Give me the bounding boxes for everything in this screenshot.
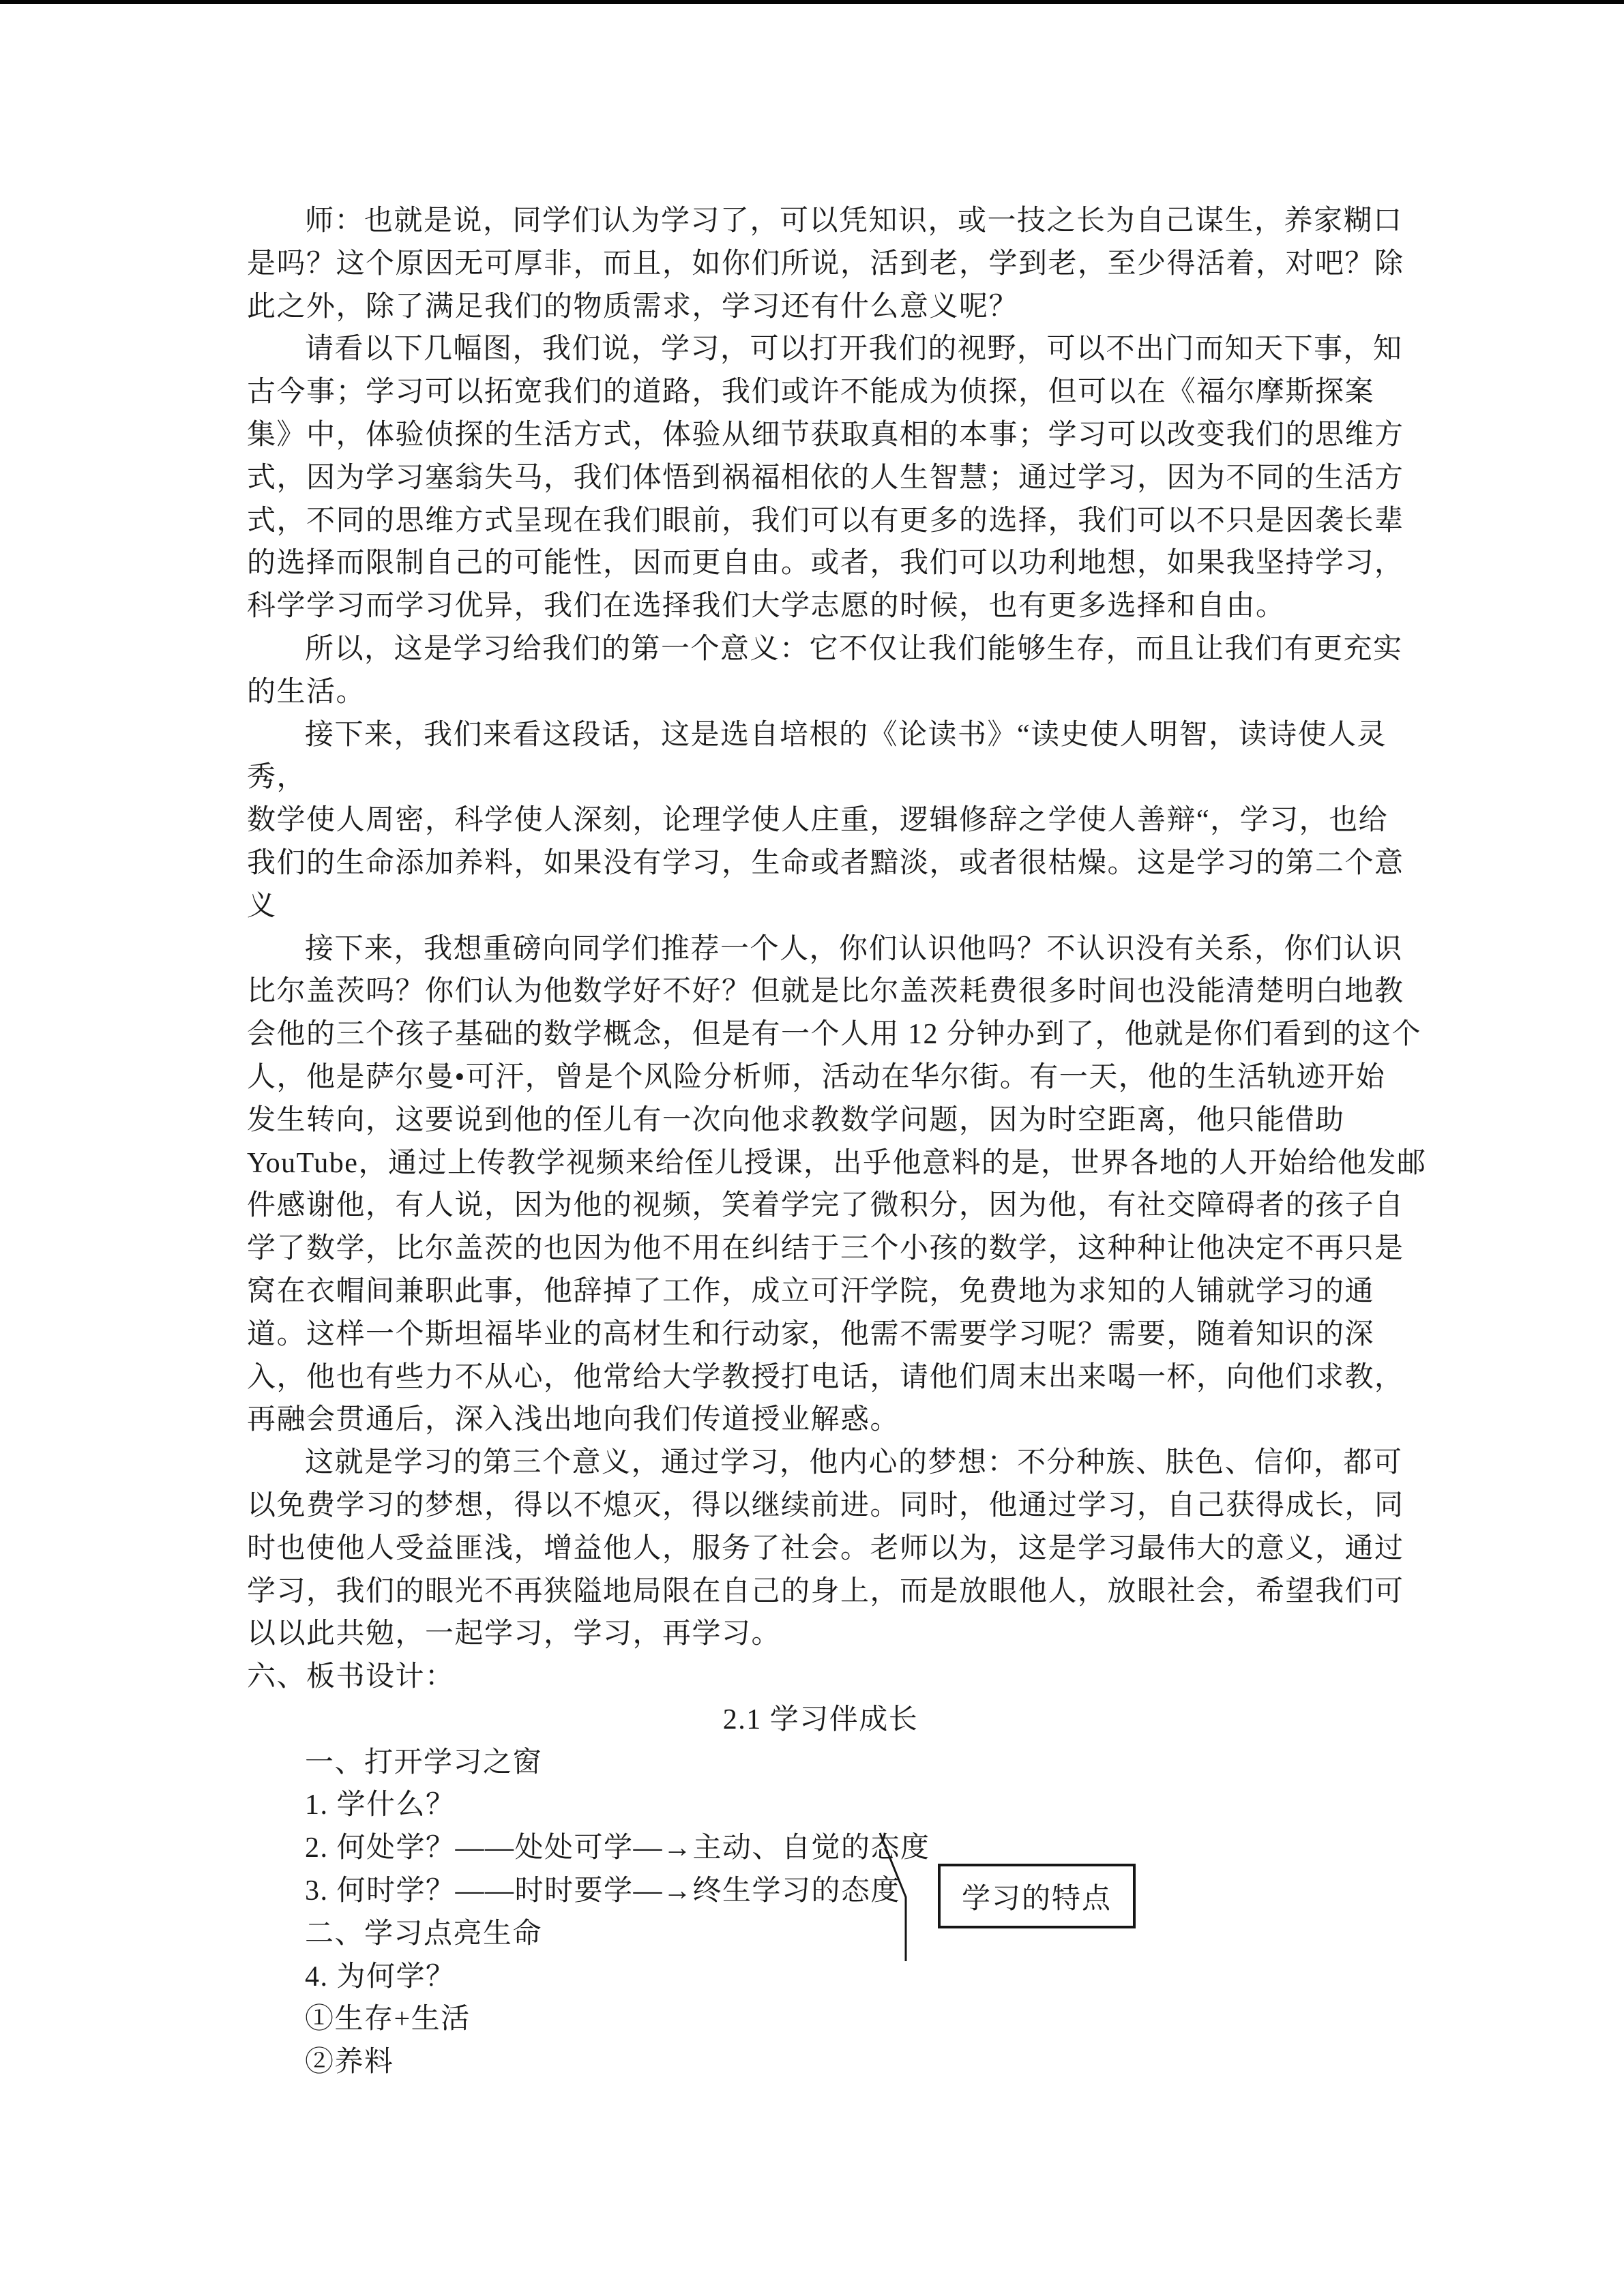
text-line: 义 bbox=[247, 890, 277, 922]
text-line: 这就是学习的第三个意义，通过学习，他内心的梦想：不分种族、肤色、信仰，都可 bbox=[305, 1447, 1403, 1479]
diagram-box-learning-traits bbox=[938, 1864, 1136, 1928]
diagram-box-label: 学习的特点 bbox=[961, 1883, 1112, 1915]
text-line: 二、学习点亮生命 bbox=[305, 1918, 543, 1950]
document-body bbox=[247, 200, 1427, 2084]
text-line: 再融会贯通后，深入浅出地向我们传道授业解惑。 bbox=[247, 1404, 900, 1436]
text-line: 件感谢他，有人说，因为他的视频，笑着学完了微积分，因为他，有社交障碍者的孩子自 bbox=[247, 1190, 1404, 1222]
text-line: ②养料 bbox=[305, 2046, 394, 2078]
text-line: 道。这样一个斯坦福毕业的高材生和行动家，他需不需要学习呢？需要，随着知识的深 bbox=[247, 1318, 1375, 1350]
text-line: 的选择而限制自己的可能性，因而更自由。或者，我们可以功利地想，如果我坚持学习， bbox=[247, 548, 1404, 580]
text-line: 2. 何处学？——处处可学—→主动、自觉的态度 bbox=[305, 1832, 930, 1864]
text-line: 以以此共勉，一起学习，学习，再学习。 bbox=[247, 1618, 782, 1650]
text-line: 学习，我们的眼光不再狭隘地局限在自己的身上，而是放眼他人，放眼社会，希望我们可 bbox=[247, 1575, 1404, 1607]
text-line: 2.1 学习伴成长 bbox=[722, 1703, 919, 1735]
text-line: 比尔盖茨吗？你们认为他数学好不好？但就是比尔盖茨耗费很多时间也没能清楚明白地教 bbox=[247, 976, 1404, 1008]
text-line: 4. 为何学？ bbox=[305, 1960, 456, 1993]
text-line: 3. 何时学？——时时要学—→终生学习的态度 bbox=[305, 1875, 901, 1907]
text-line: 会他的三个孩子基础的数学概念，但是有一个人用 12 分钟办到了，他就是你们看到的这个 bbox=[247, 1019, 1422, 1051]
text-line: 人，他是萨尔曼•可汗，曾是个风险分析师，活动在华尔街。有一天，他的生活轨迹开始 bbox=[247, 1061, 1386, 1093]
text-line: 入，他也有些力不从心，他常给大学教授打电话，请他们周末出来喝一杯，向他们求教， bbox=[247, 1361, 1404, 1393]
text-line: YouTube，通过上传教学视频来给侄儿授课，出乎他意料的是，世界各地的人开始给他发邮 bbox=[247, 1147, 1427, 1179]
text-line: 集》中，体验侦探的生活方式，体验从细节获取真相的本事；学习可以改变我们的思维方 bbox=[247, 419, 1404, 451]
text-line: 所以，这是学习给我们的第一个意义：它不仅让我们能够生存，而且让我们有更充实 bbox=[305, 633, 1403, 665]
text-line: 我们的生命添加养料，如果没有学习，生命或者黯淡，或者很枯燥。这是学习的第二个意 bbox=[247, 847, 1404, 879]
text-line: 学了数学，比尔盖茨的也因为他不用在纠结于三个小孩的数学，这种种让他决定不再只是 bbox=[247, 1233, 1404, 1265]
text-line: 一、打开学习之窗 bbox=[305, 1746, 543, 1778]
text-line: 此之外，除了满足我们的物质需求，学习还有什么意义呢？ bbox=[247, 290, 1019, 323]
connector-line bbox=[865, 1826, 919, 1969]
text-line: 式，不同的思维方式呈现在我们眼前，我们可以有更多的选择，我们可以不只是因袭长辈 bbox=[247, 505, 1404, 537]
text-line: 数学使人周密，科学使人深刻，论理学使人庄重，逻辑修辞之学使人善辩“，学习，也给 bbox=[247, 805, 1389, 837]
text-line: 秀， bbox=[247, 762, 307, 794]
text-line: 发生转向，这要说到他的侄儿有一次向他求教数学问题，因为时空距离，他只能借助 bbox=[247, 1104, 1345, 1136]
text-line: 接下来，我想重磅向同学们推荐一个人，你们认识他吗？不认识没有关系，你们认识 bbox=[305, 933, 1403, 965]
text-line: 1. 学什么？ bbox=[305, 1789, 456, 1821]
text-line: 式，因为学习塞翁失马，我们体悟到祸福相依的人生智慧；通过学习，因为不同的生活方 bbox=[247, 462, 1404, 494]
text-line: 窝在衣帽间兼职此事，他辞掉了工作，成立可汗学院，免费地为求知的人铺就学习的通 bbox=[247, 1275, 1375, 1307]
text-line: ①生存+生活 bbox=[305, 2003, 471, 2036]
page-top-edge-bar bbox=[0, 0, 1624, 4]
text-line: 六、板书设计： bbox=[247, 1661, 455, 1693]
text-line: 是吗？这个原因无可厚非，而且，如你们所说，活到老，学到老，至少得活着，对吧？除 bbox=[247, 248, 1404, 280]
text-line: 科学学习而学习优异，我们在选择我们大学志愿的时候，也有更多选择和自由。 bbox=[247, 591, 1286, 623]
text-line: 以免费学习的梦想，得以不熄灭，得以继续前进。同时，他通过学习，自己获得成长，同 bbox=[247, 1489, 1404, 1521]
text-line: 古今事；学习可以拓宽我们的道路，我们或许不能成为侦探，但可以在《福尔摩斯探案 bbox=[247, 376, 1375, 408]
text-line: 师：也就是说，同学们认为学习了，可以凭知识，或一技之长为自己谋生，养家糊口 bbox=[305, 205, 1403, 237]
text-line: 时也使他人受益匪浅，增益他人，服务了社会。老师以为，这是学习最伟大的意义，通过 bbox=[247, 1532, 1404, 1564]
text-line: 请看以下几幅图，我们说，学习，可以打开我们的视野，可以不出门而知天下事，知 bbox=[305, 333, 1403, 366]
text-line: 接下来，我们来看这段话，这是选自培根的《论读书》“读史使人明智，读诗使人灵 bbox=[305, 719, 1387, 751]
text-line: 的生活。 bbox=[247, 676, 366, 708]
